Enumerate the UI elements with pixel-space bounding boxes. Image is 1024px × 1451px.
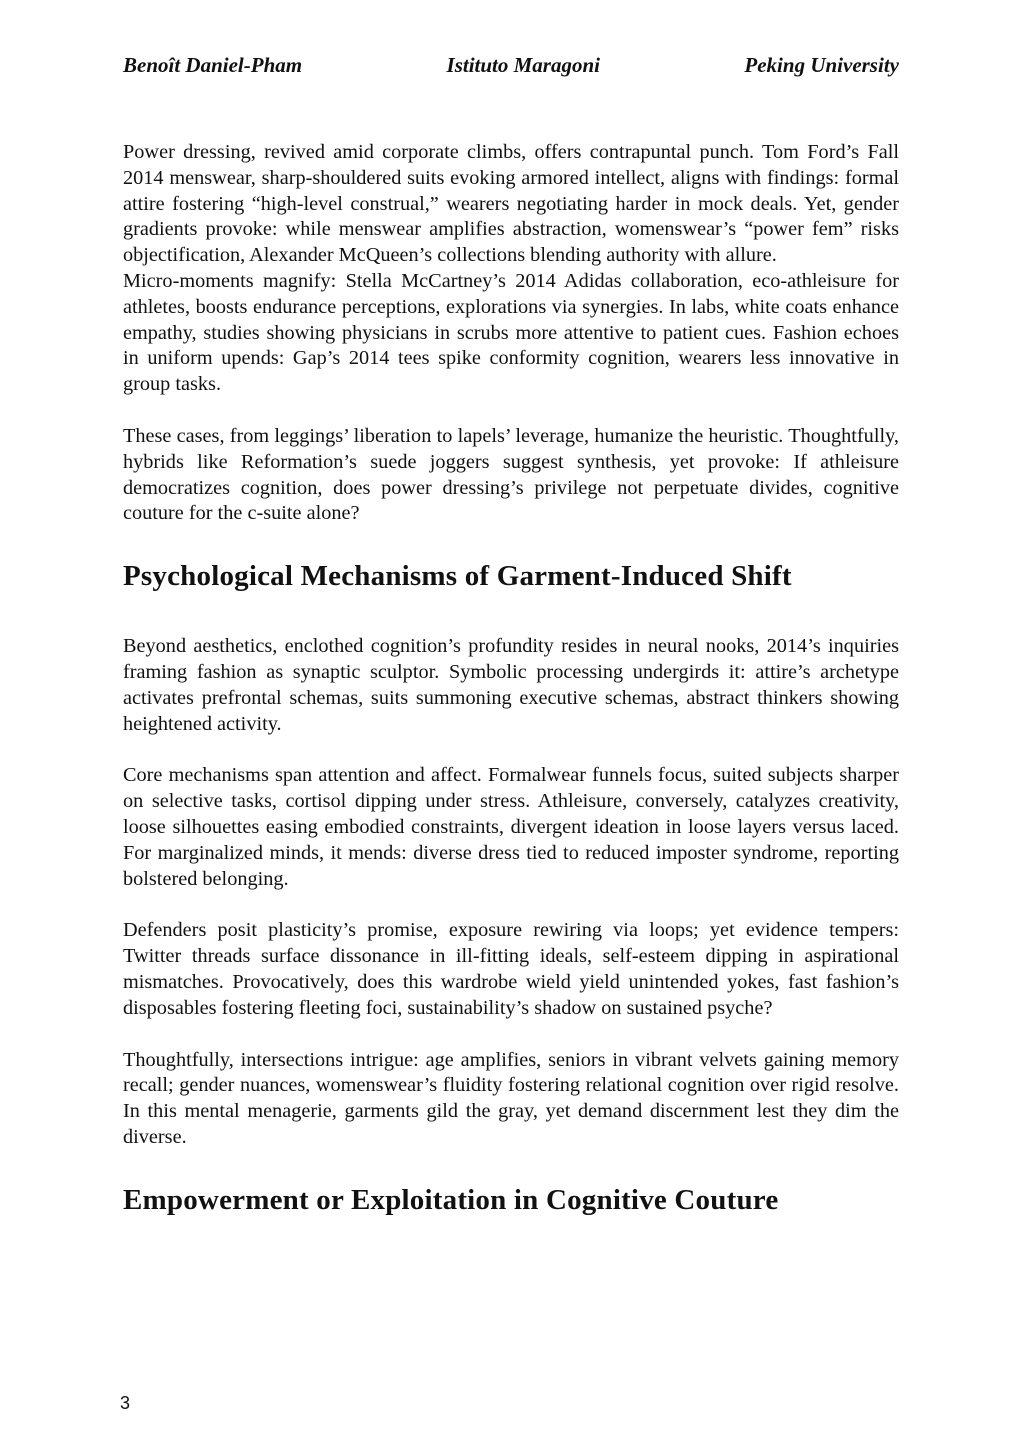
- paragraph-beyond-aesthetics: Beyond aesthetics, enclothed cognition’s profundity resides in neural nooks, 2014’s inquiries framing fashion as synaptic sculptor. Symbolic processing undergirds it: attire’s archetype activates prefrontal schemas, suits summoning executive schemas, abstract thinkers showing heightened activity.: [123, 635, 899, 735]
- paragraph-thoughtfully-intersections: Thoughtfully, intersections intrigue: age amplifies, seniors in vibrant velvets gaining memory recall; gender nuances, womenswear’s fluidity fostering relational cognition over rigid resolve. In this mental menagerie, garments gild the gray, yet demand discernment lest they dim the diverse.: [123, 1048, 899, 1148]
- header-author: Benoît Daniel-Pham: [123, 53, 303, 77]
- running-header: [123, 52, 899, 78]
- paragraph-core-mechanisms: Core mechanisms span attention and affect. Formalwear funnels focus, suited subjects sharper on selective tasks, cortisol dipping under stress. Athleisure, conversely, catalyzes creativity, loose silhouettes easing embodied constraints, divergent ideation in loose layers versus laced. For marginalized minds, it mends: diverse dress tied to reduced imposter syndrome, reporting bolstered belonging.: [123, 764, 899, 890]
- paragraph-micro-moments: Micro-moments magnify: Stella McCartney’s 2014 Adidas collaboration, eco-athleisure for athletes, boosts endurance perceptions, explorations via synergies. In labs, white coats enhance empathy, studies showing physicians in scrubs more attentive to patient cues. Fashion echoes in uniform upends: Gap’s 2014 tees spike conformity cognition, wearers less innovative in group tasks.: [123, 269, 899, 396]
- body-content: [123, 140, 899, 1218]
- paragraph-these-cases: These cases, from leggings’ liberation to lapels’ leverage, humanize the heuristic. Thoughtfully, hybrids like Reformation’s suede joggers suggest synthesis, yet provoke: If athleisure democratizes cognition, does power dressing’s privilege not perpetuate divides, cognitive couture for the c-suite alone?: [123, 424, 899, 525]
- paragraph-power-dressing: Power dressing, revived amid corporate climbs, offers contrapuntal punch. Tom Ford’s Fall 2014 menswear, sharp-shouldered suits evoking armored intellect, aligns with findings: formal attire fostering “high-level construal,” wearers negotiating harder in mock deals. Yet, gender gradients provoke: while menswear amplifies abstraction, womenswear’s “power fem” risks objectification, Alexander McQueen’s collections blending authority with allure.: [123, 141, 899, 267]
- section-heading-mechanisms: Psychological Mechanisms of Garment-Induced Shift: [123, 560, 792, 593]
- paragraph-defenders: Defenders posit plasticity’s promise, exposure rewiring via loops; yet evidence tempers: Twitter threads surface dissonance in ill-fitting ideals, self-esteem dipping in aspirational mismatches. Provocatively, does this wardrobe wield yield unintended yokes, fast fashion’s disposables fostering fleeting foci, sustainability’s shadow on sustained psyche?: [123, 919, 899, 1019]
- header-institution-maragoni: Istituto Maragoni: [446, 53, 600, 77]
- page-number: 3: [120, 1393, 131, 1413]
- section-heading-empowerment: Empowerment or Exploitation in Cognitive Couture: [123, 1183, 779, 1216]
- header-institution-peking: Peking University: [744, 53, 899, 77]
